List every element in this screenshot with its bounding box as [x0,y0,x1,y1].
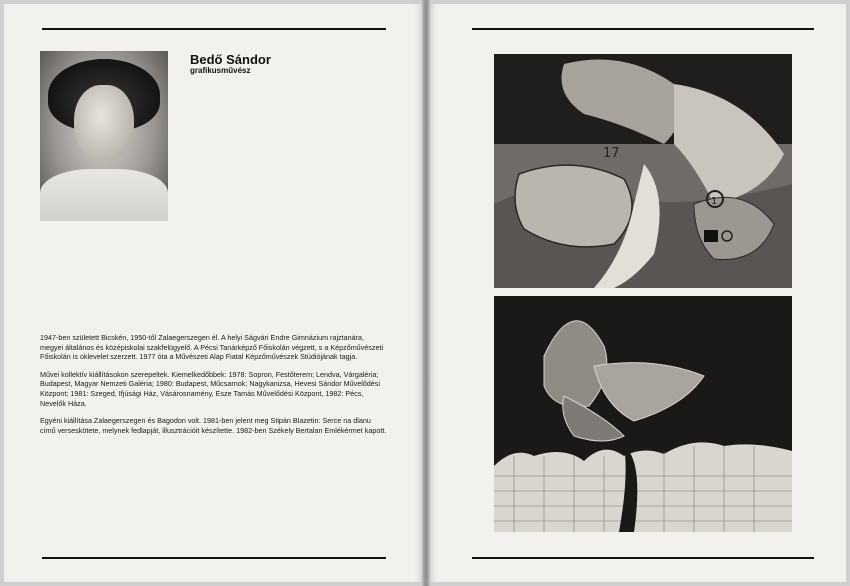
artist-profession: grafikusművész [190,66,251,75]
artwork-mark-1: 1 [711,196,718,207]
bottom-rule-right [472,557,814,559]
portrait-shirt [40,169,168,221]
book-gutter [422,0,430,586]
bio-paragraph-2: Művei kollektív kiállításokon szerepeltek. Kiemelkedőbbek: 1978: Sopron, Festőterem; Lendva, Várgaléria; Budapest, Magyar Nemzeti Galéria; 1980: Budapest, Műcsarnok; Nagykanizsa, Hevesi Sándor Művelődési Központ; 1981: Szeged, Ifjúsági Ház, Vásárosnamény, Esze Tamás Művelődési Központ, 1982: Pécs, Nevelők Háza. [40,369,380,408]
artist-name: Bedő Sándor [190,52,271,67]
biography [40,333,388,443]
artwork-bottom-image [494,296,792,532]
top-rule-left [42,28,386,30]
portrait-face [74,85,134,163]
bottom-rule-left [42,557,386,559]
bio-paragraph-3: Egyéni kiállítása Zalaegerszegen és Bagodon volt. 1981-ben jelent meg Stipán Blazetin: Serce na dlanu című verseskötete, melynek fedlapját, illusztrációit készítette. 1982-ben Székely Bertalan Emlékérmet kapott. [40,416,387,435]
artwork-mark-17: 17 [603,146,620,161]
bio-paragraph-1: 1947-ben született Bicskén, 1950-től Zalaegerszegen él. A helyi Ságvári Endre Gimnázium rajztanára, megyei általános és középiskolai szakfelügyelő. A Pécsi Tanárképző Főiskolán végzett, s a Képzőművészeti Főiskolán is oklevelet szerzett. 1977 óta a Művészeti Alap Fiatal Képzőművészek Stúdiójának tagja. [40,333,384,362]
artist-portrait-photo [40,51,168,221]
artwork-top-image [494,54,792,288]
top-rule-right [472,28,814,30]
